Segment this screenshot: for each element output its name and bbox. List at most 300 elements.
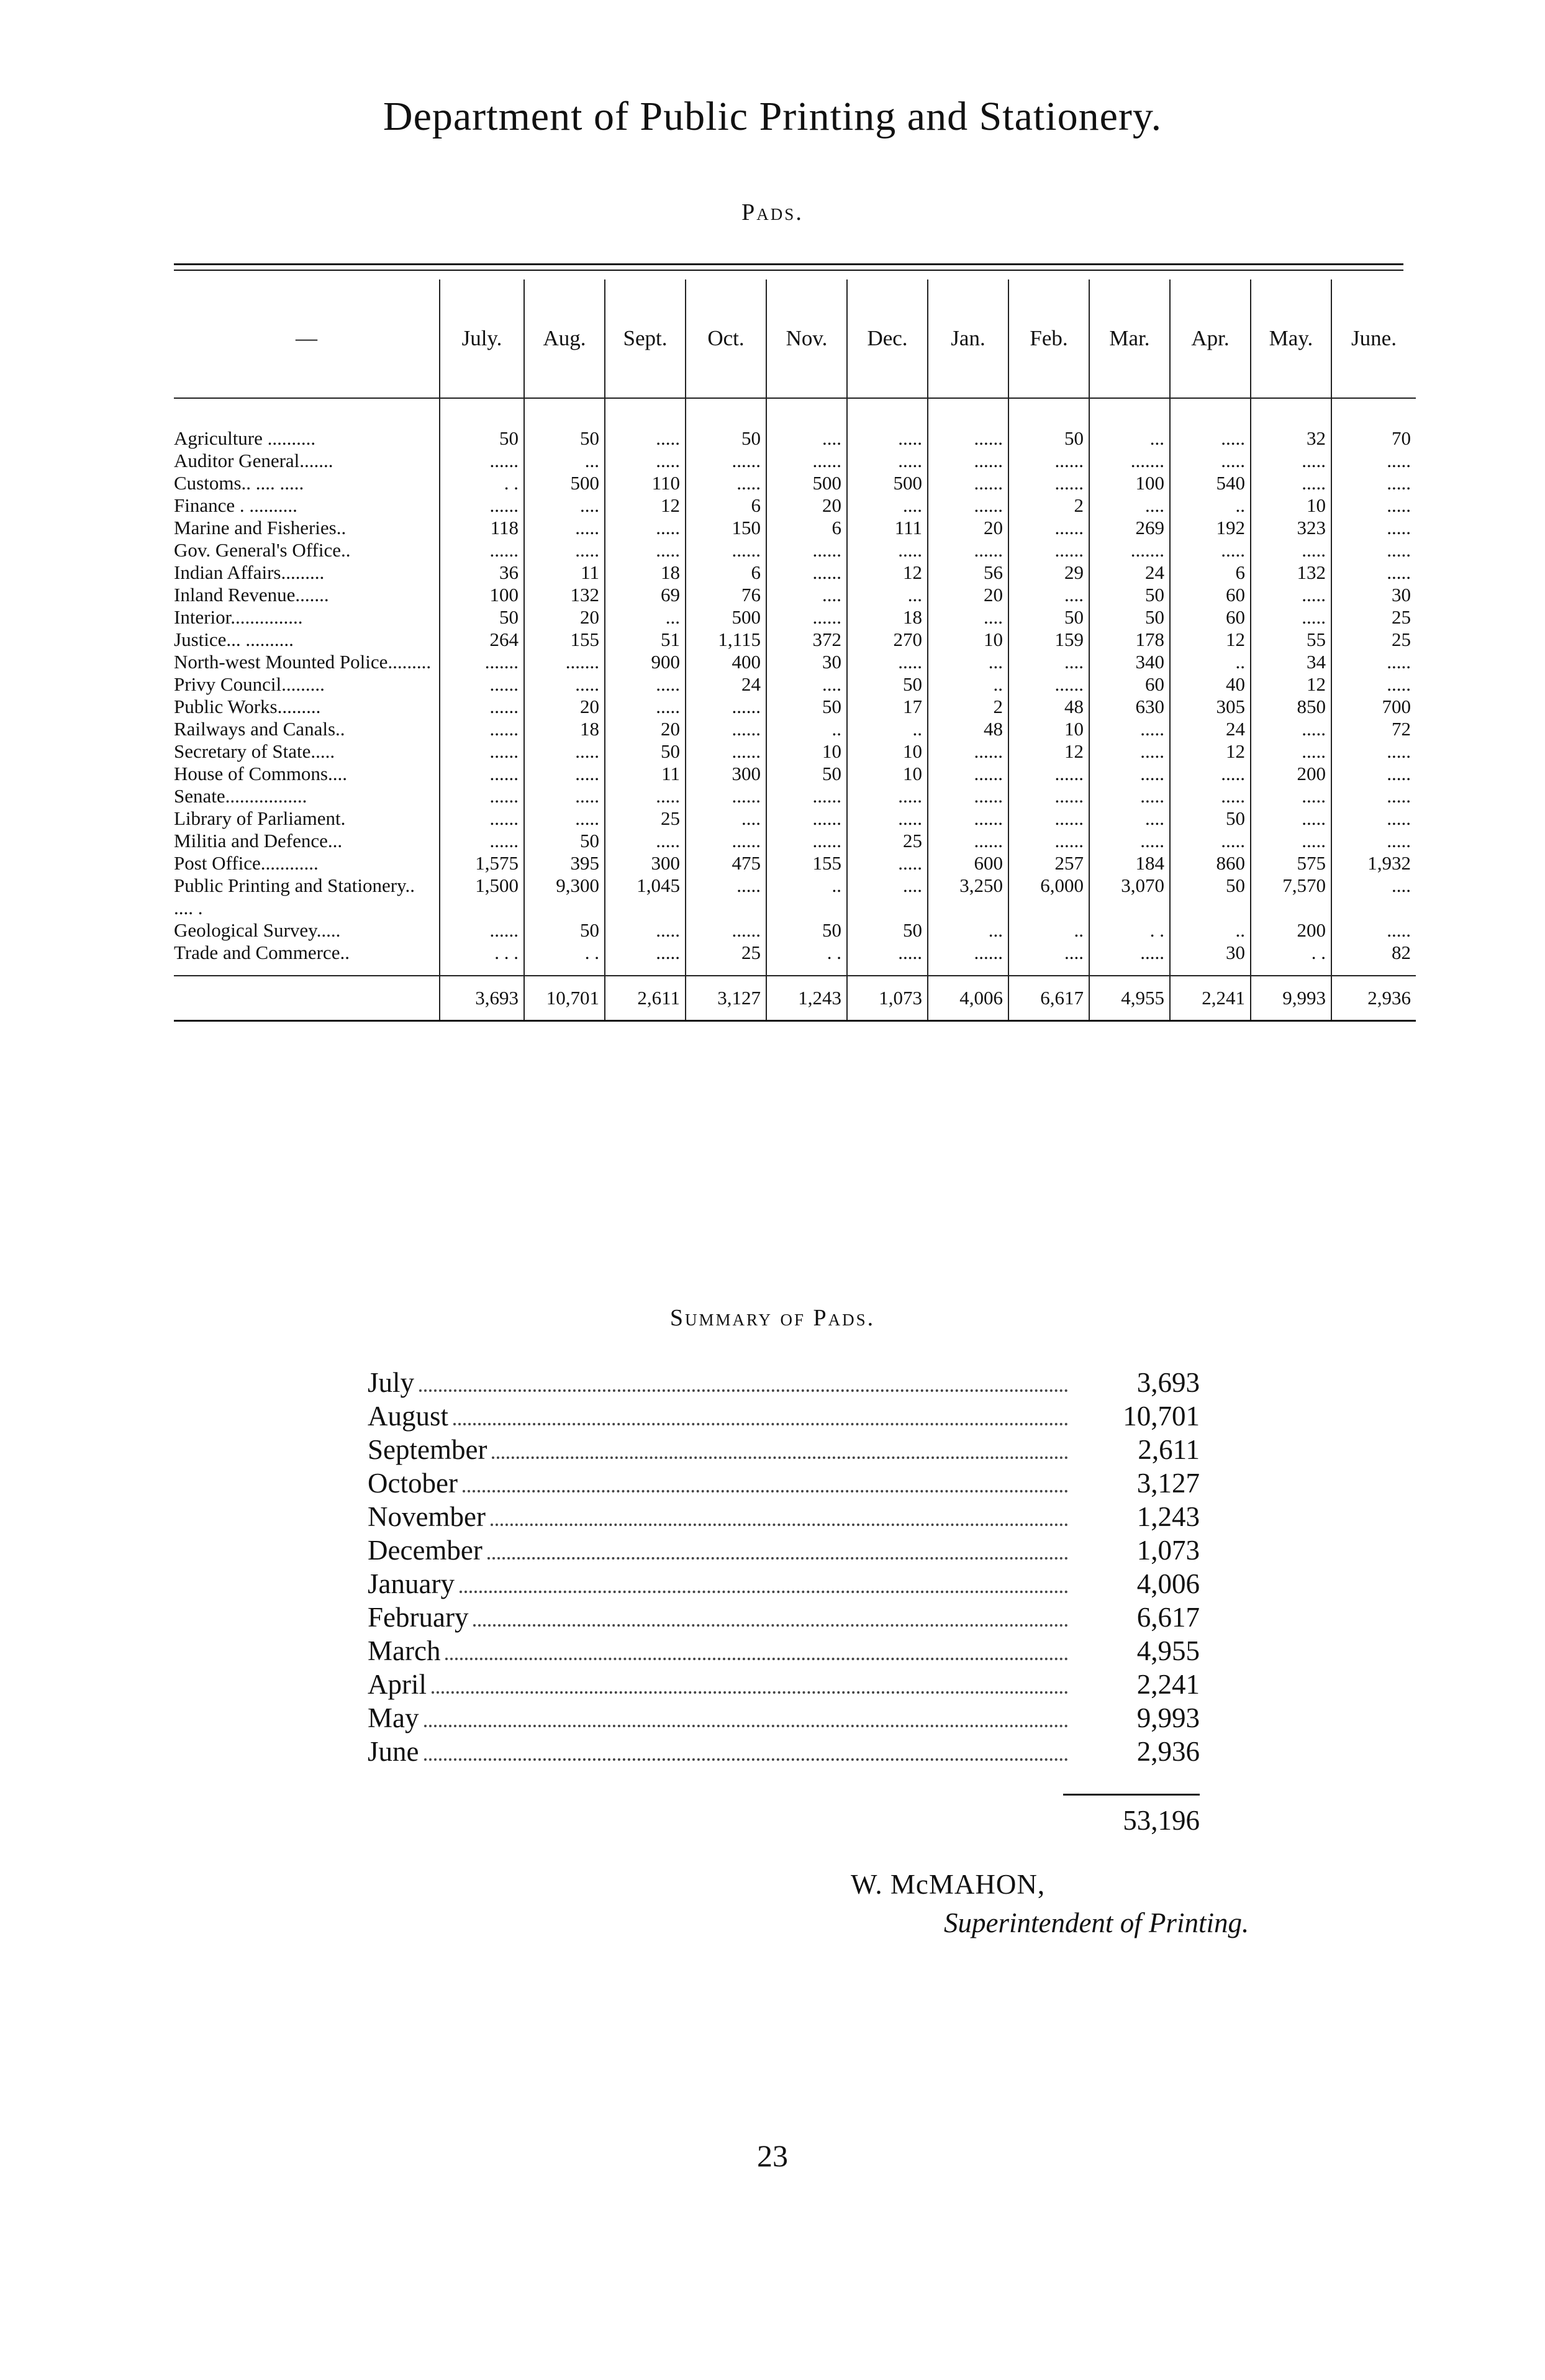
table-cell: ....... — [1089, 450, 1170, 472]
department-name: Finance . .......... — [174, 494, 297, 516]
column-header: Feb. — [1008, 279, 1089, 398]
table-cell: ..... — [847, 942, 928, 976]
table-row — [174, 919, 1416, 942]
table-cell: 6 — [686, 494, 766, 517]
table-cell: ...... — [440, 785, 524, 807]
table-cell: ...... — [766, 830, 847, 852]
table-cell: 6 — [1170, 561, 1251, 584]
table-cell: ..... — [1331, 919, 1416, 942]
table-cell: 600 — [928, 852, 1008, 874]
table-cell: 25 — [686, 942, 766, 976]
table-cell: 1,115 — [686, 629, 766, 651]
column-header: Jan. — [928, 279, 1008, 398]
table-cell: 18 — [524, 718, 605, 740]
table-cell: ..... — [524, 740, 605, 763]
table-cell: 25 — [605, 807, 686, 830]
summary-amount: 6,617 — [1136, 1602, 1200, 1633]
page-number: 23 — [757, 2138, 788, 2173]
summary-month: October — [368, 1468, 458, 1499]
table-cell: 20 — [524, 606, 605, 629]
table-cell: ..... — [1331, 561, 1416, 584]
table-cell: 155 — [524, 629, 605, 651]
table-row — [174, 696, 1416, 718]
summary-amount: 4,955 — [1136, 1635, 1200, 1666]
table-cell: 900 — [605, 651, 686, 673]
table-cell: 69 — [605, 584, 686, 606]
table-cell: .. — [1170, 651, 1251, 673]
table-cell: 50 — [440, 606, 524, 629]
table-cell: 50 — [1170, 807, 1251, 830]
table-cell: ...... — [440, 696, 524, 718]
table-cell: 48 — [928, 718, 1008, 740]
table-cell: ..... — [524, 517, 605, 539]
dot-leader — [445, 1658, 1068, 1660]
table-cell: ..... — [1331, 539, 1416, 561]
table-cell: ..... — [847, 651, 928, 673]
table-cell: 700 — [1331, 696, 1416, 718]
table-cell: .. — [928, 673, 1008, 696]
dot-leader — [491, 1524, 1068, 1526]
total-cell: 4,006 — [928, 976, 1008, 1021]
summary-amount: 2,241 — [1136, 1669, 1200, 1700]
table-cell: 50 — [605, 740, 686, 763]
table-cell: 24 — [686, 673, 766, 696]
table-cell: 56 — [928, 561, 1008, 584]
table-cell: 395 — [524, 852, 605, 874]
column-header: Oct. — [686, 279, 766, 398]
table-row — [174, 494, 1416, 517]
table-cell: .. — [1170, 494, 1251, 517]
table-cell: ...... — [766, 606, 847, 629]
department-name: Agriculture .......... — [174, 427, 316, 449]
summary-amount: 3,693 — [1136, 1367, 1200, 1398]
table-cell: ...... — [686, 539, 766, 561]
table-cell: 50 — [524, 830, 605, 852]
summary-row — [368, 1467, 1200, 1501]
table-cell: ...... — [928, 472, 1008, 494]
table-cell: 40 — [1170, 673, 1251, 696]
dot-leader — [473, 1624, 1068, 1627]
table-cell: 30 — [766, 651, 847, 673]
table-cell: ..... — [686, 874, 766, 919]
table-cell: 500 — [686, 606, 766, 629]
table-cell: ....... — [440, 651, 524, 673]
table-cell: 9,300 — [524, 874, 605, 919]
column-header: May. — [1251, 279, 1331, 398]
table-header-row — [174, 279, 1416, 398]
table-row — [174, 718, 1416, 740]
table-cell: 2 — [928, 696, 1008, 718]
table-cell: 6,000 — [1008, 874, 1089, 919]
table-body — [174, 398, 1416, 1021]
department-name: Secretary of State..... — [174, 740, 335, 762]
table-cell: ..... — [847, 852, 928, 874]
dot-leader — [432, 1691, 1068, 1694]
table-cell: ...... — [1008, 807, 1089, 830]
table-cell: ...... — [440, 494, 524, 517]
signature-title: Superintendent of Printing. — [944, 1907, 1249, 1938]
summary-month: February — [368, 1602, 469, 1633]
table-cell: ..... — [1089, 740, 1170, 763]
table-cell: ...... — [766, 807, 847, 830]
table-cell: .... — [766, 584, 847, 606]
table-cell: ...... — [1008, 450, 1089, 472]
table-cell: .. — [1170, 919, 1251, 942]
department-name: Interior............... — [174, 606, 303, 628]
table-cell: . . . — [440, 942, 524, 976]
table-cell: 50 — [686, 398, 766, 450]
table-cell: 200 — [1251, 919, 1331, 942]
table-cell: ..... — [1331, 651, 1416, 673]
table-cell: ..... — [1170, 398, 1251, 450]
table-cell: 32 — [1251, 398, 1331, 450]
table-cell: 111 — [847, 517, 928, 539]
table-cell: 50 — [766, 696, 847, 718]
table-cell: ..... — [605, 919, 686, 942]
table-cell: 29 — [1008, 561, 1089, 584]
table-cell: ...... — [1008, 472, 1089, 494]
table-cell: 17 — [847, 696, 928, 718]
table-cell: ..... — [1251, 450, 1331, 472]
table-row — [174, 942, 1416, 976]
table-cell: .... — [766, 398, 847, 450]
summary-row — [368, 1366, 1200, 1400]
department-name: Geological Survey..... — [174, 919, 341, 941]
table-cell: ..... — [847, 807, 928, 830]
table-row — [174, 830, 1416, 852]
table-cell: ..... — [1251, 606, 1331, 629]
table-cell: 110 — [605, 472, 686, 494]
table-cell: ...... — [440, 718, 524, 740]
dot-leader — [424, 1758, 1069, 1761]
table-cell: ...... — [1008, 539, 1089, 561]
table-row — [174, 740, 1416, 763]
table-cell: ...... — [440, 450, 524, 472]
summary-amount: 2,611 — [1138, 1434, 1200, 1465]
table-cell: 76 — [686, 584, 766, 606]
total-cell: 2,241 — [1170, 976, 1251, 1021]
table-cell: ....... — [524, 651, 605, 673]
summary-list — [368, 1366, 1200, 1769]
table-cell: ..... — [1089, 763, 1170, 785]
total-cell: 10,701 — [524, 976, 605, 1021]
table-cell: 50 — [766, 919, 847, 942]
table-cell: 264 — [440, 629, 524, 651]
summary-month: January — [368, 1568, 455, 1599]
table-cell: 184 — [1089, 852, 1170, 874]
table-cell: 60 — [1170, 606, 1251, 629]
dot-leader — [463, 1490, 1068, 1492]
table-cell: 24 — [1170, 718, 1251, 740]
signature-name: W. McMAHON, — [851, 1869, 1046, 1900]
table-cell: . . — [1089, 919, 1170, 942]
table-cell: ..... — [605, 942, 686, 976]
table-cell: 50 — [766, 763, 847, 785]
summary-month: November — [368, 1501, 486, 1532]
table-cell: 50 — [1089, 584, 1170, 606]
table-cell: ..... — [1251, 807, 1331, 830]
table-cell: ..... — [1331, 785, 1416, 807]
summary-row — [368, 1400, 1200, 1433]
corner-dash: — — [174, 279, 440, 398]
total-cell: 4,955 — [1089, 976, 1170, 1021]
table-cell: 50 — [1170, 874, 1251, 919]
table-cell: 860 — [1170, 852, 1251, 874]
top-double-rule-lower — [174, 270, 1403, 271]
total-cell: 2,611 — [605, 976, 686, 1021]
summary-row — [368, 1735, 1200, 1769]
table-cell: .... — [1089, 807, 1170, 830]
department-name: North-west Mounted Police......... — [174, 651, 432, 673]
department-name: Library of Parliament. — [174, 807, 346, 829]
total-cell: 1,073 — [847, 976, 928, 1021]
table-cell: 55 — [1251, 629, 1331, 651]
table-cell: ...... — [766, 539, 847, 561]
summary-row — [368, 1534, 1200, 1568]
department-name: Auditor General....... — [174, 450, 333, 471]
table-cell: 270 — [847, 629, 928, 651]
summary-row — [368, 1702, 1200, 1735]
table-cell: 100 — [1089, 472, 1170, 494]
department-name: Railways and Canals.. — [174, 718, 345, 740]
column-header: July. — [440, 279, 524, 398]
table-cell: ..... — [1251, 718, 1331, 740]
total-cell: 2,936 — [1331, 976, 1416, 1021]
table-cell: ...... — [686, 785, 766, 807]
table-cell: ..... — [1331, 673, 1416, 696]
department-name: Senate................. — [174, 785, 307, 807]
table-cell: . . — [524, 942, 605, 976]
table-cell: 372 — [766, 629, 847, 651]
table-cell: ...... — [686, 830, 766, 852]
table-cell: ...... — [928, 763, 1008, 785]
summary-month: December — [368, 1535, 483, 1566]
table-cell: ..... — [1251, 584, 1331, 606]
table-cell: 132 — [1251, 561, 1331, 584]
table-cell: ..... — [605, 450, 686, 472]
table-cell: ..... — [1331, 450, 1416, 472]
table-cell: ..... — [524, 673, 605, 696]
table-row — [174, 785, 1416, 807]
column-header: Dec. — [847, 279, 928, 398]
table-cell: 132 — [524, 584, 605, 606]
table-cell: ..... — [605, 696, 686, 718]
table-cell: 500 — [847, 472, 928, 494]
table-cell: . . — [440, 472, 524, 494]
table-cell: .... — [847, 874, 928, 919]
table-cell: 10 — [847, 763, 928, 785]
table-cell: 82 — [1331, 942, 1416, 976]
table-cell: ..... — [1170, 539, 1251, 561]
table-cell: ...... — [686, 740, 766, 763]
table-cell: ..... — [1331, 807, 1416, 830]
department-name: Indian Affairs......... — [174, 561, 325, 583]
table-cell: ...... — [766, 561, 847, 584]
summary-amount: 9,993 — [1136, 1702, 1200, 1733]
table-cell: .. — [1008, 919, 1089, 942]
summary-month: September — [368, 1434, 487, 1465]
department-name: Justice... .......... — [174, 629, 294, 650]
dot-leader — [424, 1725, 1069, 1727]
table-cell: 1,045 — [605, 874, 686, 919]
table-cell: ..... — [686, 472, 766, 494]
table-cell: ..... — [1331, 517, 1416, 539]
table-cell: ...... — [928, 830, 1008, 852]
table-cell: ...... — [928, 494, 1008, 517]
column-header: Nov. — [766, 279, 847, 398]
table-cell: ...... — [440, 740, 524, 763]
table-cell: ..... — [605, 517, 686, 539]
table-cell: 20 — [928, 517, 1008, 539]
table-cell: ..... — [1251, 539, 1331, 561]
table-cell: 60 — [1170, 584, 1251, 606]
table-cell: ...... — [1008, 785, 1089, 807]
table-cell: 36 — [440, 561, 524, 584]
total-cell: 3,693 — [440, 976, 524, 1021]
table-row — [174, 874, 1416, 919]
table-cell: ..... — [605, 830, 686, 852]
table-cell: 100 — [440, 584, 524, 606]
table-cell: 50 — [440, 398, 524, 450]
dot-leader — [492, 1456, 1068, 1459]
table-cell: 10 — [1008, 718, 1089, 740]
summary-row — [368, 1601, 1200, 1635]
table-cell: ..... — [1331, 830, 1416, 852]
table-cell: .... — [1008, 651, 1089, 673]
table-cell: 118 — [440, 517, 524, 539]
table-cell: 12 — [1251, 673, 1331, 696]
table-cell: 50 — [1008, 398, 1089, 450]
dot-leader — [487, 1557, 1068, 1560]
table-cell: 50 — [1008, 606, 1089, 629]
table-cell: 48 — [1008, 696, 1089, 718]
table-cell: ..... — [1251, 472, 1331, 494]
table-cell: .. — [766, 874, 847, 919]
table-cell: 475 — [686, 852, 766, 874]
department-name: Trade and Commerce.. — [174, 942, 350, 963]
table-cell: 50 — [524, 919, 605, 942]
table-cell: ...... — [1008, 673, 1089, 696]
table-cell: 11 — [605, 763, 686, 785]
table-cell: ...... — [686, 450, 766, 472]
table-cell: ..... — [605, 785, 686, 807]
table-cell: ...... — [686, 919, 766, 942]
table-cell: 305 — [1170, 696, 1251, 718]
table-cell: ...... — [928, 942, 1008, 976]
table-cell: 51 — [605, 629, 686, 651]
summary-title: Summary of Pads. — [669, 1305, 876, 1331]
table-row — [174, 651, 1416, 673]
table-cell: ...... — [928, 785, 1008, 807]
table-cell: 630 — [1089, 696, 1170, 718]
table-cell: 50 — [524, 398, 605, 450]
table-cell: 1,932 — [1331, 852, 1416, 874]
table-cell: ..... — [1089, 942, 1170, 976]
table-cell: ..... — [524, 539, 605, 561]
dot-leader — [419, 1389, 1068, 1392]
table-cell: ...... — [1008, 763, 1089, 785]
table-cell: .... — [847, 494, 928, 517]
table-cell: ...... — [440, 807, 524, 830]
table-cell: ...... — [1008, 517, 1089, 539]
table-cell: ...... — [440, 919, 524, 942]
summary-month: March — [368, 1635, 441, 1666]
table-cell: ..... — [1089, 785, 1170, 807]
table-cell: .... — [1331, 874, 1416, 919]
table-row — [174, 629, 1416, 651]
table-cell: 6 — [766, 517, 847, 539]
table-cell: 18 — [847, 606, 928, 629]
total-cell: 3,127 — [686, 976, 766, 1021]
summary-amount: 1,243 — [1136, 1501, 1200, 1532]
table-cell: 70 — [1331, 398, 1416, 450]
summary-month: July — [368, 1367, 415, 1398]
table-cell: ...... — [440, 830, 524, 852]
table-row — [174, 673, 1416, 696]
page-title: Department of Public Printing and Stationery. — [383, 94, 1162, 139]
table-cell: 25 — [1331, 629, 1416, 651]
pads-table — [174, 279, 1416, 1022]
table-row — [174, 398, 1416, 450]
department-name: Inland Revenue....... — [174, 584, 329, 606]
table-cell: ..... — [1170, 450, 1251, 472]
table-row — [174, 450, 1416, 472]
table-cell: ..... — [1089, 830, 1170, 852]
table-cell: 72 — [1331, 718, 1416, 740]
table-row — [174, 472, 1416, 494]
table-cell: ..... — [1331, 740, 1416, 763]
table-cell: ...... — [686, 696, 766, 718]
summary-amount: 3,127 — [1136, 1468, 1200, 1499]
column-header: June. — [1331, 279, 1416, 398]
table-cell: ..... — [1170, 830, 1251, 852]
table-cell: ... — [928, 651, 1008, 673]
table-cell: 34 — [1251, 651, 1331, 673]
table-cell: 3,250 — [928, 874, 1008, 919]
table-cell: .... — [1008, 584, 1089, 606]
summary-amount: 2,936 — [1136, 1736, 1200, 1767]
table-cell: 575 — [1251, 852, 1331, 874]
table-cell: .... — [524, 494, 605, 517]
table-cell: 200 — [1251, 763, 1331, 785]
table-cell: 10 — [847, 740, 928, 763]
table-cell: 20 — [524, 696, 605, 718]
summary-amount: 4,006 — [1136, 1568, 1200, 1599]
table-cell: ..... — [1170, 763, 1251, 785]
table-cell: 12 — [605, 494, 686, 517]
summary-total-rule — [1063, 1794, 1200, 1796]
table-cell: ..... — [1251, 785, 1331, 807]
summary-grand-total: 53,196 — [1123, 1805, 1200, 1836]
total-cell: 1,243 — [766, 976, 847, 1021]
table-cell: 3,070 — [1089, 874, 1170, 919]
table-cell: 12 — [1170, 740, 1251, 763]
table-cell: 25 — [847, 830, 928, 852]
summary-row — [368, 1568, 1200, 1601]
table-cell: 50 — [847, 919, 928, 942]
table-cell: .... — [686, 807, 766, 830]
table-cell: ... — [847, 584, 928, 606]
table-cell: ....... — [1089, 539, 1170, 561]
column-header: Apr. — [1170, 279, 1251, 398]
table-cell: ...... — [766, 785, 847, 807]
table-cell: 12 — [1170, 629, 1251, 651]
table-cell: ..... — [524, 807, 605, 830]
table-cell: ..... — [1331, 472, 1416, 494]
table-row — [174, 539, 1416, 561]
column-header: Mar. — [1089, 279, 1170, 398]
table-cell: 50 — [1089, 606, 1170, 629]
